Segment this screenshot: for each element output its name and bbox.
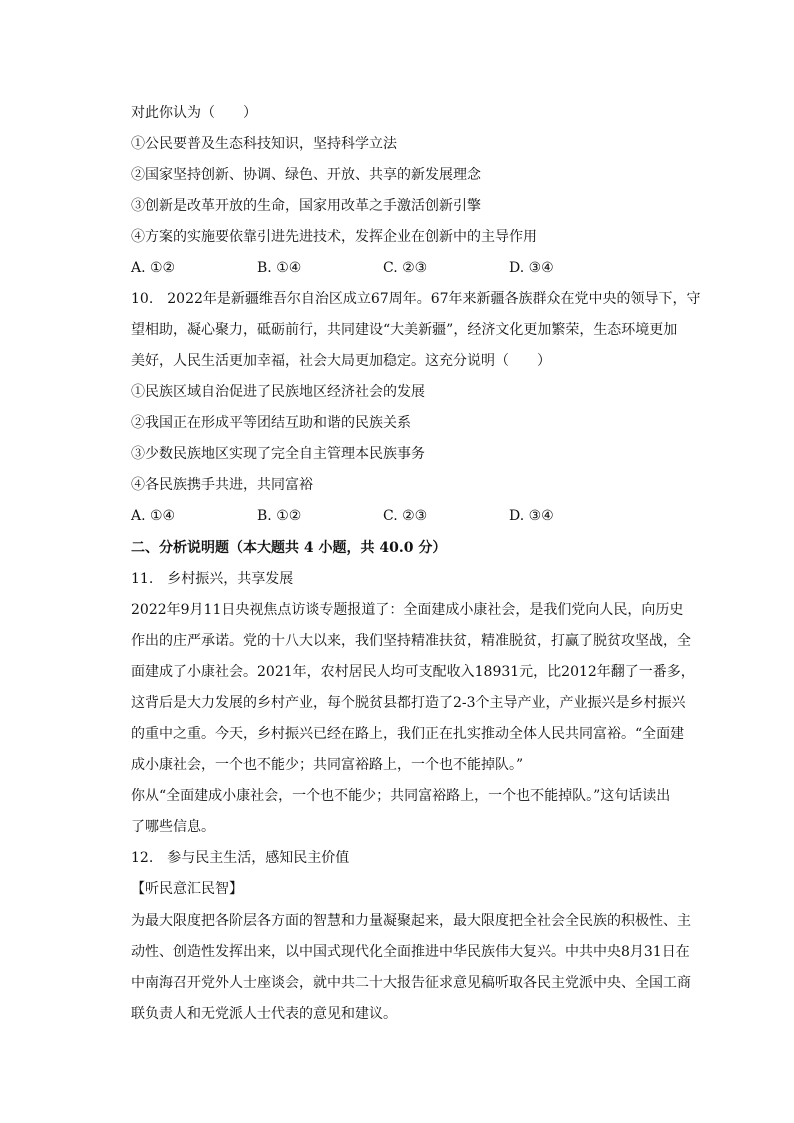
q10-option-d: D. ③④ <box>509 508 554 524</box>
q10-item-4: ④各民族携手共进，共同富裕 <box>131 477 313 493</box>
q9-item-3: ③创新是改革开放的生命，国家用改革之手激活创新引擎 <box>131 198 481 214</box>
q12-line-3: 中南海召开党外人士座谈会，就中共二十大报告征求意见稿听取各民主党派中央、全国工商 <box>131 975 691 991</box>
q10-option-a: A. ①④ <box>131 508 176 524</box>
q11-line-4: 这背后是大力发展的乡村产业，每个脱贫县都打造了2-3个主导产业，产业振兴是乡村振兴 <box>131 695 686 711</box>
q9-stem-tail: 对此你认为（ ） <box>131 105 257 121</box>
section-heading: 二、分析说明题（本大题共 4 小题，共 40.0 分） <box>131 540 447 556</box>
q9-option-b: B. ①④ <box>257 260 302 276</box>
q11-line-1: 2022年9月11日央视焦点访谈专题报道了：全面建成小康社会，是我们党向人民，向历史 <box>131 602 684 618</box>
q10-options <box>131 506 691 526</box>
q10-item-3: ③少数民族地区实现了完全自主管理本民族事务 <box>131 446 425 462</box>
q12-line-4: 联负责人和无党派人士代表的意见和建议。 <box>131 1006 397 1022</box>
q9-item-2: ②国家坚持创新、协调、绿色、开放、共享的新发展理念 <box>131 167 481 183</box>
q9-item-4: ④方案的实施要依靠引进先进技术，发挥企业在创新中的主导作用 <box>131 229 537 245</box>
q12-subheading: 【听民意汇民智】 <box>131 881 243 897</box>
q9-item-1: ①公民要普及生态科技知识，坚持科学立法 <box>131 136 397 152</box>
q11-question-line-1: 你从“全面建成小康社会，一个也不能少；共同富裕路上，一个也不能掉队。”这句话读出 <box>131 788 671 804</box>
q10-stem-line-2: 望相助，凝心聚力，砥砺前行，共同建设“大美新疆”，经济文化更加繁荣，生态环境更加 <box>131 322 678 338</box>
q11-title: 11. 乡村振兴，共享发展 <box>131 571 294 587</box>
q10-option-c: C. ②③ <box>383 508 428 524</box>
q12-title: 12. 参与民主生活，感知民主价值 <box>131 850 350 866</box>
q10-option-b: B. ①② <box>257 508 302 524</box>
q10-stem-line-1: 10. 2022年是新疆维吾尔自治区成立67周年。67年来新疆各族群众在党中央的领导下，守 <box>131 291 701 307</box>
q9-option-d: D. ③④ <box>509 260 554 276</box>
q10-item-2: ②我国正在形成平等团结互助和谐的民族关系 <box>131 415 411 431</box>
q10-item-1: ①民族区域自治促进了民族地区经济社会的发展 <box>131 384 425 400</box>
q9-option-c: C. ②③ <box>383 260 428 276</box>
q12-line-2: 动性、创造性发挥出来，以中国式现代化全面推进中华民族伟大复兴。中共中央8月31日在 <box>131 944 690 960</box>
q11-line-2: 作出的庄严承诺。党的十八大以来，我们坚持精准扶贫，精准脱贫，打赢了脱贫攻坚战，全 <box>131 633 691 649</box>
q11-question-line-2: 了哪些信息。 <box>131 819 215 835</box>
q12-line-1: 为最大限度把各阶层各方面的智慧和力量凝聚起来，最大限度把全社会全民族的积极性、主 <box>131 913 691 929</box>
q11-line-5: 的重中之重。今天，乡村振兴已经在路上，我们正在扎实推动全体人民共同富裕。“全面建 <box>131 726 685 742</box>
q9-options <box>131 258 691 278</box>
q11-line-3: 面建成了小康社会。2021年，农村居民人均可支配收入18931元，比2012年翻了一番多， <box>131 664 695 680</box>
q10-stem-line-3: 美好，人民生活更加幸福，社会大局更加稳定。这充分说明（ ） <box>131 353 551 369</box>
q9-option-a: A. ①② <box>131 260 176 276</box>
q11-line-6: 成小康社会，一个也不能少；共同富裕路上，一个也不能掉队。” <box>131 757 524 773</box>
